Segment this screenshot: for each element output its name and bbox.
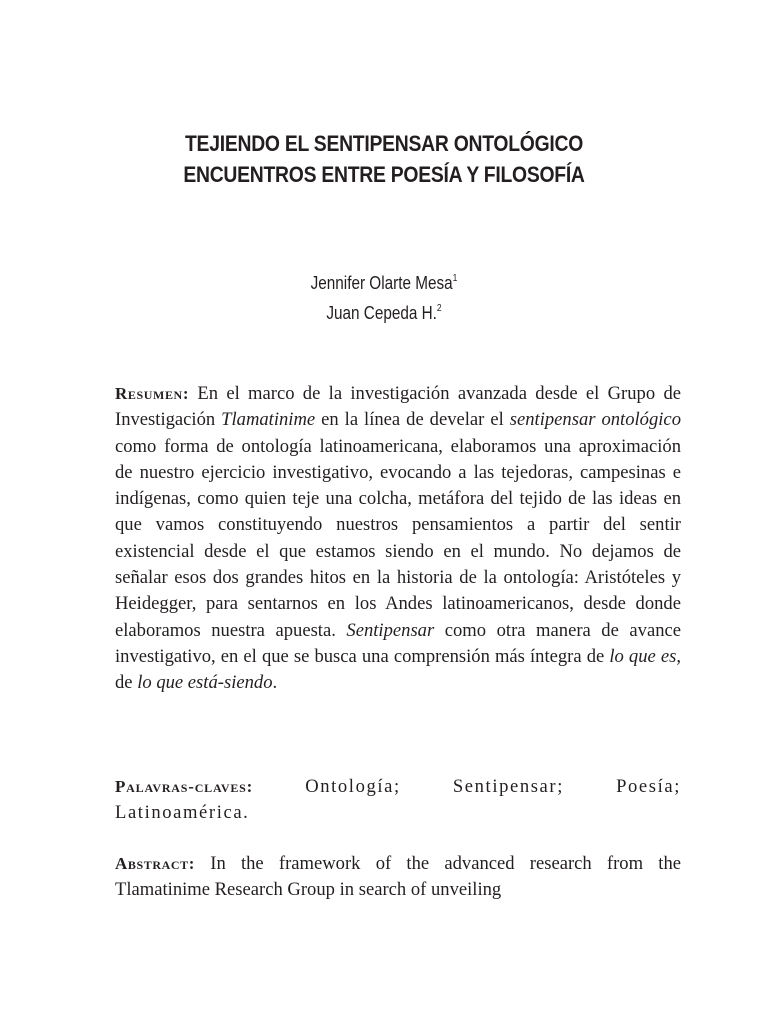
resumen-italic-4: lo que es	[609, 645, 677, 667]
author-1-footnote-mark: 1	[452, 273, 458, 284]
resumen-text-4: como otra manera de avance investigativo, en el que se busca una comprensión más íntegra de	[115, 619, 681, 667]
palavras-claves-paragraph	[115, 774, 681, 827]
author-2-name: Juan Cepeda H.	[326, 303, 437, 323]
resumen-italic-3: Sentipensar	[346, 619, 435, 641]
resumen-text-1: En el marco de la investigación avanzada desde el Grupo de Investigación	[115, 383, 681, 431]
title-line-1: TEJIENDO EL SENTIPENSAR ONTOLÓGICO	[184, 131, 584, 156]
author-1	[58, 268, 711, 298]
author-1-name: Jennifer Olarte Mesa	[310, 273, 453, 293]
abstract-label: Abstract:	[115, 854, 196, 873]
resumen-italic-5: lo que está-siendo	[137, 672, 273, 694]
resumen-text-5: , de	[115, 645, 681, 694]
abstract-text: In the framework of the advanced research from the Tlamatinime Research Group in search of unveiling	[115, 853, 681, 901]
abstract-paragraph	[115, 851, 681, 904]
author-list	[58, 268, 711, 328]
paper-title	[46, 128, 722, 190]
resumen-paragraph	[115, 381, 681, 697]
resumen-italic-1: Tlamatinime	[221, 409, 316, 431]
palavras-claves-label: Palavras-claves:	[115, 777, 254, 796]
author-2	[58, 298, 711, 328]
author-2-footnote-mark: 2	[436, 303, 442, 314]
resumen-italic-2: sentipensar ontológico	[509, 409, 681, 431]
title-line-2: ENCUENTROS ENTRE POESÍA Y FILOSOFÍA	[183, 162, 585, 187]
resumen-text-6: .	[272, 672, 278, 694]
resumen-text-2: en la línea de develar el	[315, 409, 510, 431]
palavras-claves-text: Ontología; Sentipensar; Poesía; Latinoamérica.	[115, 776, 681, 824]
resumen-text-3: como forma de ontología latinoamericana, elaboramos una aproximación de nuestro ejercicio investigativo, evocando a las tejedoras, campesinas e indígenas, como quien teje una colcha, metáfora del tejido de las ideas en que vamos constituyendo nuestros pensamientos a partir del sentir existencial desde el que estamos siendo en el mundo. No dejamos de señalar esos dos grandes hitos en la historia de la ontología: Aristóteles y Heidegger, para sentarnos en los Andes latinoamericanos, desde donde elaboramos nuestra apuesta.	[115, 435, 681, 641]
resumen-label: Resumen:	[115, 384, 190, 403]
